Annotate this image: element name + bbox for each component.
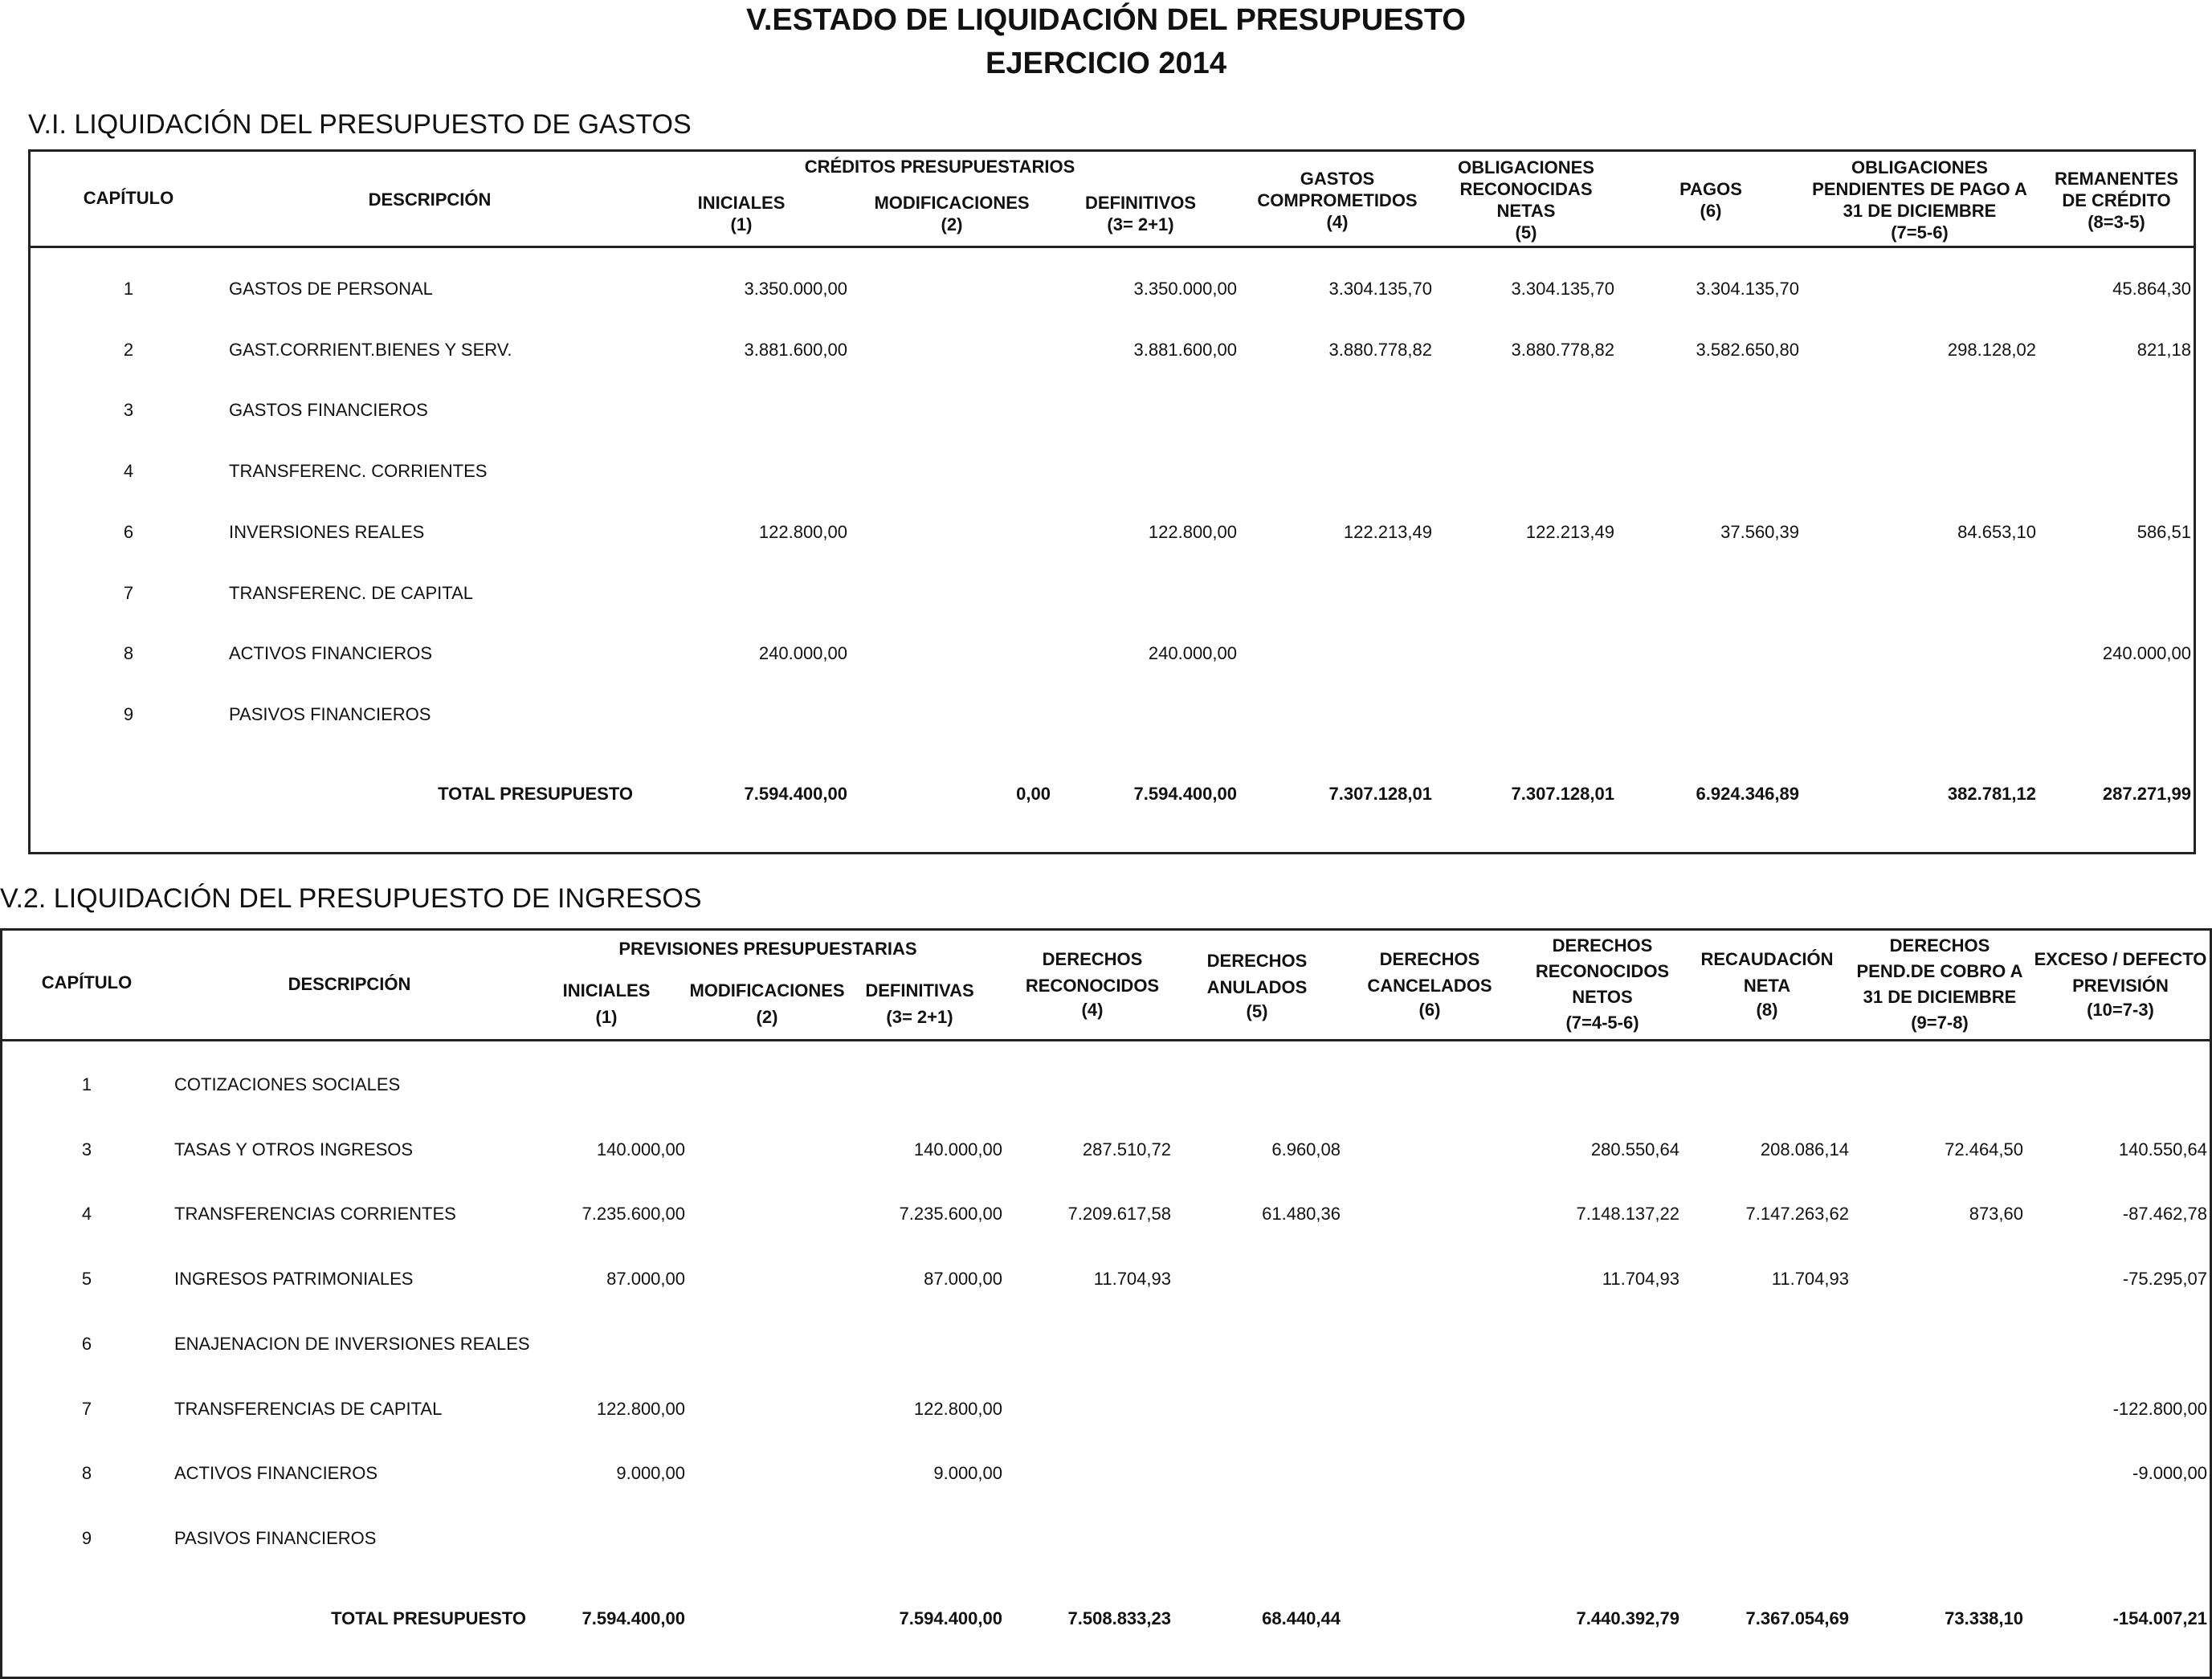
header-obligaciones-netas: OBLIGACIONES RECONOCIDAS NETAS (5) <box>1458 157 1594 242</box>
row-value: -87.462,78 <box>2122 1204 2207 1225</box>
row-descripcion: ACTIVOS FINANCIEROS <box>174 1463 378 1484</box>
header-exceso-defecto: EXCESO / DEFECTO PREVISIÓN (10=7-3) <box>2034 949 2207 1020</box>
row-value: 3.880.778,82 <box>1511 339 1614 360</box>
row-value: 7.209.617,58 <box>1067 1204 1171 1225</box>
total-value: 7.307.128,01 <box>1328 784 1432 804</box>
row-value: 45.864,30 <box>2112 279 2191 299</box>
row-value: 140.000,00 <box>596 1139 685 1159</box>
ingresos-section-title: V.2. LIQUIDACIÓN DEL PRESUPUESTO DE INGRESOS <box>0 883 702 914</box>
row-value: 298.128,02 <box>1947 339 2036 360</box>
gastos-section-title: V.I. LIQUIDACIÓN DEL PRESUPUESTO DE GASTOS <box>28 109 692 140</box>
row-value: 3.304.135,70 <box>1328 279 1432 299</box>
row-value: 3.880.778,82 <box>1328 339 1432 360</box>
row-value: 7.235.600,00 <box>899 1204 1002 1225</box>
header-iniciales: INICIALES (1) <box>697 193 786 234</box>
total-value: 7.594.400,00 <box>582 1608 685 1628</box>
row-value: 3.304.135,70 <box>1696 279 1799 299</box>
row-value: 87.000,00 <box>606 1269 685 1290</box>
total-value: 7.367.054,69 <box>1745 1608 1849 1628</box>
row-value: 11.704,93 <box>1602 1269 1679 1290</box>
row-descripcion: PASIVOS FINANCIEROS <box>229 703 431 724</box>
total-value: 7.594.400,00 <box>744 784 847 804</box>
total-value: 382.781,12 <box>1947 784 2036 804</box>
row-value: 122.213,49 <box>1525 521 1614 542</box>
row-value: 7.235.600,00 <box>582 1204 685 1225</box>
row-descripcion: TRANSFERENC. DE CAPITAL <box>229 582 473 603</box>
row-value: 586,51 <box>2136 521 2191 542</box>
row-capitulo: 5 <box>81 1269 92 1290</box>
total-label: TOTAL PRESUPUESTO <box>438 784 633 804</box>
gastos-header-divider <box>28 246 2196 248</box>
row-capitulo: 8 <box>123 643 134 664</box>
row-capitulo: 7 <box>81 1398 92 1419</box>
row-value: 280.550,64 <box>1590 1139 1679 1159</box>
header-iniciales: INICIALES (1) <box>562 980 651 1027</box>
header-descripcion: DESCRIPCIÓN <box>288 974 411 994</box>
row-value: 72.464,50 <box>1945 1139 2023 1159</box>
row-value: 208.086,14 <box>1760 1139 1849 1159</box>
header-capitulo: CAPÍTULO <box>83 188 174 208</box>
row-descripcion: TRANSFERENC. CORRIENTES <box>229 461 488 482</box>
page-title: V.ESTADO DE LIQUIDACIÓN DEL PRESUPUESTO <box>746 3 1466 37</box>
row-descripcion: COTIZACIONES SOCIALES <box>174 1074 401 1094</box>
row-value: 11.704,93 <box>1093 1269 1171 1290</box>
row-value: 240.000,00 <box>1148 643 1237 664</box>
total-value: 287.271,99 <box>2102 784 2191 804</box>
row-value: 3.582.650,80 <box>1696 339 1799 360</box>
row-value: 122.800,00 <box>758 521 847 542</box>
header-definitivas: DEFINITIVAS (3= 2+1) <box>865 980 974 1027</box>
row-descripcion: TRANSFERENCIAS DE CAPITAL <box>174 1398 443 1419</box>
row-descripcion: ACTIVOS FINANCIEROS <box>229 643 433 664</box>
row-value: 37.560,39 <box>1720 521 1799 542</box>
total-label: TOTAL PRESUPUESTO <box>331 1608 526 1628</box>
row-value: 140.550,64 <box>2118 1139 2207 1159</box>
row-capitulo: 9 <box>123 703 134 724</box>
row-value: 3.304.135,70 <box>1511 279 1614 299</box>
gastos-table <box>28 149 2196 854</box>
ingresos-header-divider <box>0 1039 2212 1041</box>
total-value: 7.440.392,79 <box>1576 1608 1679 1628</box>
row-value: 122.213,49 <box>1343 521 1432 542</box>
total-value: 6.924.346,89 <box>1696 784 1799 804</box>
row-capitulo: 1 <box>81 1074 92 1094</box>
header-derechos-netos: DERECHOS RECONOCIDOS NETOS (7=4-5-6) <box>1535 935 1670 1033</box>
row-descripcion: INVERSIONES REALES <box>229 521 425 542</box>
header-creditos-group: CRÉDITOS PRESUPUESTARIOS <box>804 157 1075 177</box>
row-value: -75.295,07 <box>2122 1269 2207 1290</box>
row-value: 122.800,00 <box>596 1398 685 1419</box>
total-value: 7.307.128,01 <box>1511 784 1614 804</box>
row-capitulo: 4 <box>81 1204 92 1225</box>
page-subtitle: EJERCICIO 2014 <box>986 47 1226 80</box>
row-descripcion: INGRESOS PATRIMONIALES <box>174 1269 414 1290</box>
total-value: 0,00 <box>1016 784 1051 804</box>
row-value: 9.000,00 <box>616 1463 685 1484</box>
row-capitulo: 9 <box>81 1527 92 1548</box>
header-derechos-pendientes: DERECHOS PEND.DE COBRO A 31 DE DICIEMBRE (9=7-8) <box>1856 935 2023 1033</box>
row-capitulo: 4 <box>123 461 134 482</box>
row-value: 3.881.600,00 <box>1133 339 1237 360</box>
row-value: 3.881.600,00 <box>744 339 847 360</box>
header-modificaciones: MODIFICACIONES (2) <box>689 980 845 1027</box>
header-gastos-comprometidos: GASTOS COMPROMETIDOS (4) <box>1257 169 1418 232</box>
row-value: -9.000,00 <box>2132 1463 2207 1484</box>
row-value: 7.148.137,22 <box>1576 1204 1679 1225</box>
header-capitulo: CAPÍTULO <box>41 972 133 992</box>
header-definitivos: DEFINITIVOS (3= 2+1) <box>1084 193 1197 234</box>
header-derechos-cancelados: DERECHOS CANCELADOS (6) <box>1367 949 1492 1020</box>
total-value: 68.440,44 <box>1262 1608 1341 1628</box>
row-value: 7.147.263,62 <box>1745 1204 1849 1225</box>
row-capitulo: 8 <box>81 1463 92 1484</box>
row-value: 122.800,00 <box>913 1398 1002 1419</box>
row-value: 3.350.000,00 <box>744 279 847 299</box>
row-value: 84.653,10 <box>1957 521 2036 542</box>
header-recaudacion-neta: RECAUDACIÓN NETA (8) <box>1700 949 1834 1020</box>
row-value: 6.960,08 <box>1271 1139 1341 1159</box>
row-descripcion: GAST.CORRIENT.BIENES Y SERV. <box>229 339 512 360</box>
header-modificaciones: MODIFICACIONES (2) <box>874 193 1030 234</box>
header-derechos-reconocidos: DERECHOS RECONOCIDOS (4) <box>1025 949 1160 1020</box>
total-value: -154.007,21 <box>2112 1608 2207 1628</box>
row-value: 240.000,00 <box>758 643 847 664</box>
row-value: 873,60 <box>1969 1204 2023 1225</box>
row-capitulo: 6 <box>123 521 134 542</box>
row-value: 287.510,72 <box>1082 1139 1171 1159</box>
row-descripcion: ENAJENACION DE INVERSIONES REALES <box>174 1333 530 1354</box>
total-value: 7.594.400,00 <box>899 1608 1002 1628</box>
row-value: 821,18 <box>2136 339 2191 360</box>
header-pagos: PAGOS (6) <box>1679 179 1742 221</box>
row-value: 240.000,00 <box>2102 643 2191 664</box>
total-value: 7.594.400,00 <box>1133 784 1237 804</box>
row-value: -122.800,00 <box>2112 1398 2207 1419</box>
row-value: 9.000,00 <box>933 1463 1002 1484</box>
header-obligaciones-pendientes: OBLIGACIONES PENDIENTES DE PAGO A 31 DE DICIEMBRE (7=5-6) <box>1812 157 2027 242</box>
row-value: 87.000,00 <box>924 1269 1002 1290</box>
header-descripcion: DESCRIPCIÓN <box>368 189 492 210</box>
row-value: 122.800,00 <box>1148 521 1237 542</box>
row-value: 140.000,00 <box>913 1139 1002 1159</box>
row-capitulo: 1 <box>123 279 134 299</box>
row-descripcion: TRANSFERENCIAS CORRIENTES <box>174 1204 456 1225</box>
total-value: 73.338,10 <box>1945 1608 2023 1628</box>
header-remanentes: REMANENTES DE CRÉDITO (8=3-5) <box>2054 169 2178 232</box>
row-value: 11.704,93 <box>1771 1269 1849 1290</box>
header-derechos-anulados: DERECHOS ANULADOS (5) <box>1206 951 1308 1021</box>
row-descripcion: GASTOS FINANCIEROS <box>229 400 428 421</box>
header-previsiones-group: PREVISIONES PRESUPUESTARIAS <box>618 939 917 959</box>
row-value: 61.480,36 <box>1262 1204 1341 1225</box>
row-capitulo: 2 <box>123 339 134 360</box>
row-value: 3.350.000,00 <box>1133 279 1237 299</box>
row-descripcion: PASIVOS FINANCIEROS <box>174 1527 377 1548</box>
row-capitulo: 3 <box>81 1139 92 1159</box>
row-capitulo: 7 <box>123 582 134 603</box>
row-descripcion: TASAS Y OTROS INGRESOS <box>174 1139 414 1159</box>
row-capitulo: 6 <box>81 1333 92 1354</box>
total-value: 7.508.833,23 <box>1067 1608 1171 1628</box>
row-descripcion: GASTOS DE PERSONAL <box>229 279 433 299</box>
row-capitulo: 3 <box>123 400 134 421</box>
